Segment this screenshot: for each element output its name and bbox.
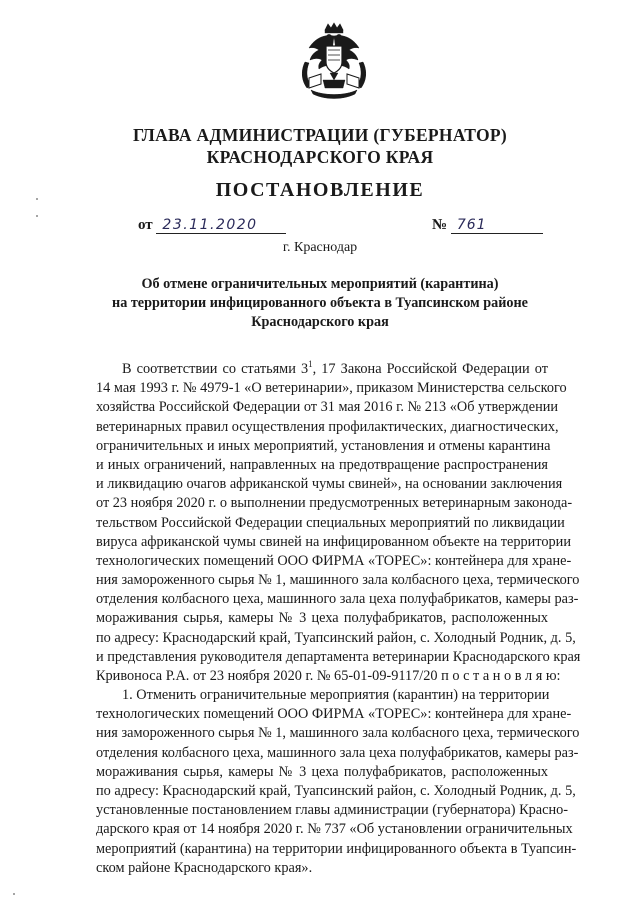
body-text: В соответствии со статьями 3 <box>122 361 309 377</box>
number-row <box>432 217 543 234</box>
authority-region: КРАСНОДАРСКОГО КРАЯ <box>206 147 434 167</box>
body-line: ветеринарных правил осуществления профилактических, диагностических, <box>96 418 559 435</box>
body-line: мероприятий (карантина) на территории инфицированного объекта в Туапсин- <box>96 840 577 857</box>
body-line: и представления руководителя департамента ветеринарии Краснодарского края <box>96 648 581 665</box>
scan-speck <box>13 893 15 895</box>
body-line: дарского края от 14 ноября 2020 г. № 737 «Об установлении ограничительных <box>96 821 573 838</box>
coat-of-arms-emblem <box>297 22 371 100</box>
body-line: Кривоноса Р.А. от 23 ноября 2020 г. № 65-01-09-9117/20 п о с т а н о в л я ю: <box>96 668 561 684</box>
body-line: и иных ограничений, направленных на предотвращение распространения <box>96 456 548 473</box>
number-label: № <box>432 217 448 233</box>
body-line: ском районе Краснодарского края». <box>96 859 313 876</box>
city-line: г. Краснодар <box>282 240 358 255</box>
subject-line: Краснодарского края <box>251 314 389 330</box>
superscript: 1 <box>308 359 313 370</box>
document-type: ПОСТАНОВЛЕНИЕ <box>215 179 425 201</box>
body-line: технологических помещений ООО ФИРМА «ТОРЕС»: контейнера для хране- <box>96 706 572 723</box>
date-row <box>138 217 286 234</box>
date-value: 23.11.2020 <box>156 217 286 234</box>
scan-speck <box>36 215 38 217</box>
preamble-paragraph <box>96 359 581 686</box>
body-line: и ликвидацию очагов африканской чумы свиней», на основании заключения <box>96 476 563 493</box>
body-line <box>96 360 548 379</box>
body-line: тельством Российской Федерации специальных мероприятий по ликвидации <box>96 514 565 531</box>
body-line: хозяйства Российской Федерации от 31 мая 2016 г. № 213 «Об утверждении <box>96 399 559 416</box>
clause-1-paragraph <box>96 686 580 878</box>
body-line: установленные постановлением главы администрации (губернатора) Красно- <box>96 802 569 819</box>
document-subject <box>80 275 560 332</box>
subject-line: на территории инфицированного объекта в Туапсинском районе <box>112 295 528 311</box>
body-line: от 23 ноября 2020 г. о выполнении предусмотренных ветеринарным законода- <box>96 495 573 512</box>
body-line: ния замороженного сырья № 1, машинного зала колбасного цеха, термического <box>96 572 580 589</box>
body-line: вируса африканской чумы свиней на инфицированном объекте на территории <box>96 533 571 550</box>
body-line: отделения колбасного цеха, машинного зала цеха полуфабрикатов, камеры раз- <box>96 744 579 761</box>
body-line: по адресу: Краснодарский край, Туапсинский район, с. Холодный Родник, д. 5, <box>96 782 576 799</box>
body-line: отделения колбасного цеха, машинного зала цеха полуфабрикатов, камеры раз- <box>96 591 579 608</box>
body-line: технологических помещений ООО ФИРМА «ТОРЕС»: контейнера для хране- <box>96 552 572 569</box>
body-line: мораживания сырья, камеры № 3 цеха полуфабрикатов, расположенных <box>96 763 548 780</box>
body-line: ния замороженного сырья № 1, машинного зала колбасного цеха, термического <box>96 725 580 742</box>
scan-speck <box>36 198 38 200</box>
body-line: по адресу: Краснодарский край, Туапсинский район, с. Холодный Родник, д. 5, <box>96 629 576 646</box>
body-line: 14 мая 1993 г. № 4979-1 «О ветеринарии», приказом Министерства сельского <box>96 380 567 397</box>
number-value: 761 <box>451 217 543 234</box>
date-label: от <box>138 217 153 233</box>
authority-title: ГЛАВА АДМИНИСТРАЦИИ (ГУБЕРНАТОР) <box>132 125 507 145</box>
body-line: мораживания сырья, камеры № 3 цеха полуфабрикатов, расположенных <box>96 610 548 627</box>
body-line: ограничительных и иных мероприятий, установления и отмены карантина <box>96 437 551 454</box>
subject-line: Об отмене ограничительных мероприятий (карантина) <box>141 276 499 292</box>
body-line: 1. Отменить ограничительные мероприятия (карантин) на территории <box>122 687 550 703</box>
body-text: , 17 Закона Российской Федерации от <box>312 361 548 377</box>
